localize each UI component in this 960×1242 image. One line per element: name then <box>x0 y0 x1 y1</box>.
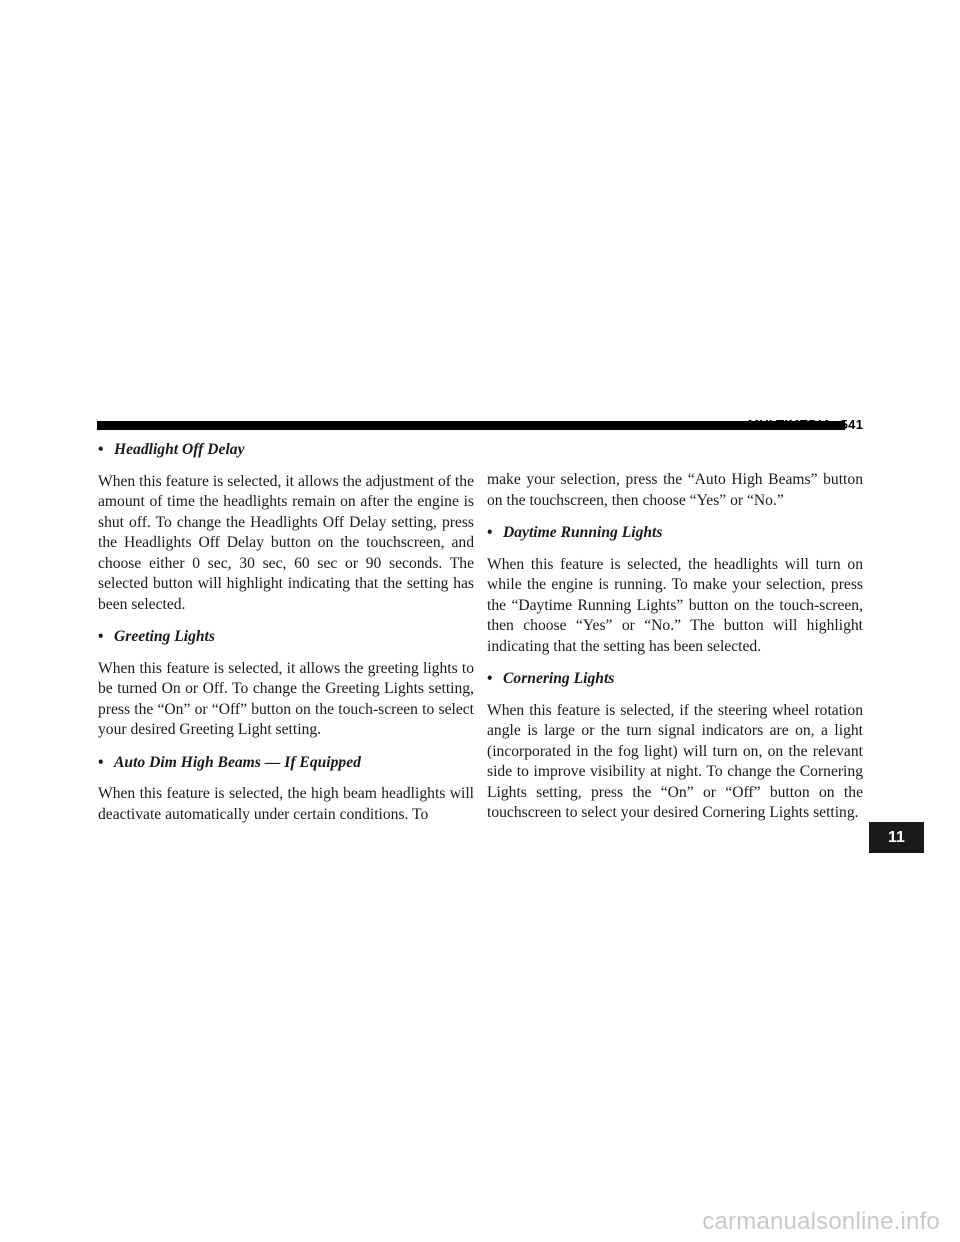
bullet-heading-headlight-off-delay <box>98 440 474 461</box>
bullet-heading-cornering-lights <box>487 669 863 690</box>
paragraph-headlight-off-delay: When this feature is selected, it allows the adjustment of the amount of time the headlights remain on after the engine is shut off. To change the Headlights Off Delay setting, press the Headlights Off Delay button on the touchscreen, and choose either 0 sec, 30 sec, 60 sec or 90 seconds. The selected button will highlight indicating that the setting has been selected. <box>98 472 474 613</box>
paragraph-auto-dim-high-beams: When this feature is selected, the high beam headlights will deactivate automatically under certain conditions. To <box>98 785 474 823</box>
paragraph-greeting-lights: When this feature is selected, it allows the greeting lights to be turned On or Off. To change the Greeting Lights setting, press the “On” or “Off” button on the touch-screen to select your desired Greeting Light setting. <box>98 659 474 738</box>
bullet-icon: • <box>98 441 104 458</box>
bullet-heading-auto-dim-high-beams <box>98 753 474 774</box>
bullet-icon: • <box>487 670 493 687</box>
bullet-heading-daytime-running-lights <box>487 523 863 544</box>
heading-text: Auto Dim High Beams — If Equipped <box>114 753 361 771</box>
chapter-tab: 11 <box>869 822 924 853</box>
heading-text: Cornering Lights <box>503 670 615 687</box>
bullet-icon: • <box>98 628 104 645</box>
header-rule <box>97 421 845 430</box>
watermark: carmanualsonline.info <box>702 1208 940 1235</box>
page-number: 541 <box>840 417 864 432</box>
heading-text: Greeting Lights <box>114 628 215 645</box>
paragraph-daytime-running-lights: When this feature is selected, the headlights will turn on while the engine is running. To make your selection, press the “Daytime Running Lights” button on the touch-screen, then choose “Yes” or “No.” The button will highlight indicating that the setting has been selected. <box>487 555 863 655</box>
running-header <box>748 417 863 432</box>
paragraph-cornering-lights: When this feature is selected, if the steering wheel rotation angle is large or the turn signal indicators are on, a light (incorporated in the fog light) will turn on, on the relevant side to improve visibility at night. To change the Cornering Lights setting, press the “On” or “Off” button on the touchscreen to select your desired Cornering Lights setting. <box>487 701 863 821</box>
heading-text: Headlight Off Delay <box>114 441 245 458</box>
left-column <box>98 440 474 837</box>
bullet-icon: • <box>487 524 493 541</box>
right-column <box>487 470 863 836</box>
section-title: MULTIMEDIA <box>748 417 832 432</box>
heading-text: Daytime Running Lights <box>503 524 663 541</box>
paragraph-continuation: make your selection, press the “Auto High Beams” button on the touchscreen, then choose “Yes” or “No.” <box>487 471 863 509</box>
bullet-icon: • <box>98 753 104 771</box>
bullet-heading-greeting-lights <box>98 627 474 648</box>
